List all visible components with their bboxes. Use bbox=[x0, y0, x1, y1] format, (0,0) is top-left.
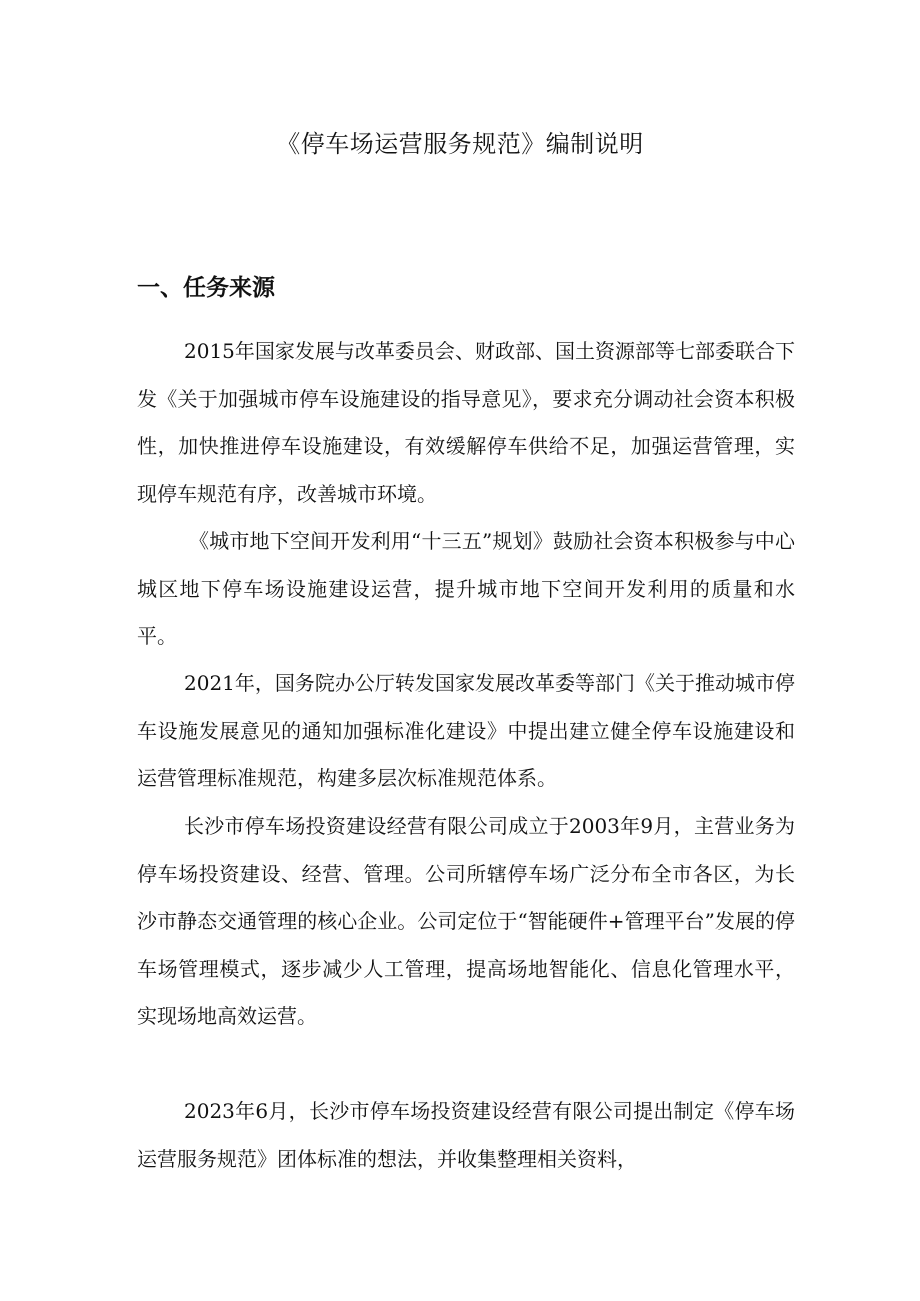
paragraph-3: 2021年，国务院办公厅转发国家发展改革委等部门《关于推动城市停车设施发展意见的通知加强标准化建设》中提出建立健全停车设施建设和运营管理标准规范，构建多层次标准规范体系。 bbox=[137, 671, 795, 790]
paragraph-1: 2015年国家发展与改革委员会、财政部、国土资源部等七部委联合下发《关于加强城市停车设施建设的指导意见》，要求充分调动社会资本积极性，加快推进停车设施建设，有效缓解停车供给不足，加强运营管理，实现停车规范有序，改善城市环境。 bbox=[137, 339, 795, 506]
document-title: 《停车场运营服务规范》编制说明 bbox=[276, 130, 644, 158]
paragraph-4: 长沙市停车场投资建设经营有限公司成立于2003年9月，主营业务为停车场投资建设、经营、管理。公司所辖停车场广泛分布全市各区，为长沙市静态交通管理的核心企业。公司定位于“智能硬件+管理平台”发展的停车场管理模式，逐步减少人工管理，提高场地智能化、信息化管理水平，实现场地高效运营。 bbox=[137, 814, 795, 1028]
paragraph-5: 2023年6月，长沙市停车场投资建设经营有限公司提出制定《停车场运营服务规范》团体标准的想法，并收集整理相关资料， bbox=[137, 1099, 795, 1171]
section-heading-task-source: 一、任务来源 bbox=[137, 275, 275, 301]
paragraph-2: 《城市地下空间开发利用“十三五”规划》鼓励社会资本积极参与中心城区地下停车场设施建设运营，提升城市地下空间开发利用的质量和水平。 bbox=[137, 529, 795, 648]
